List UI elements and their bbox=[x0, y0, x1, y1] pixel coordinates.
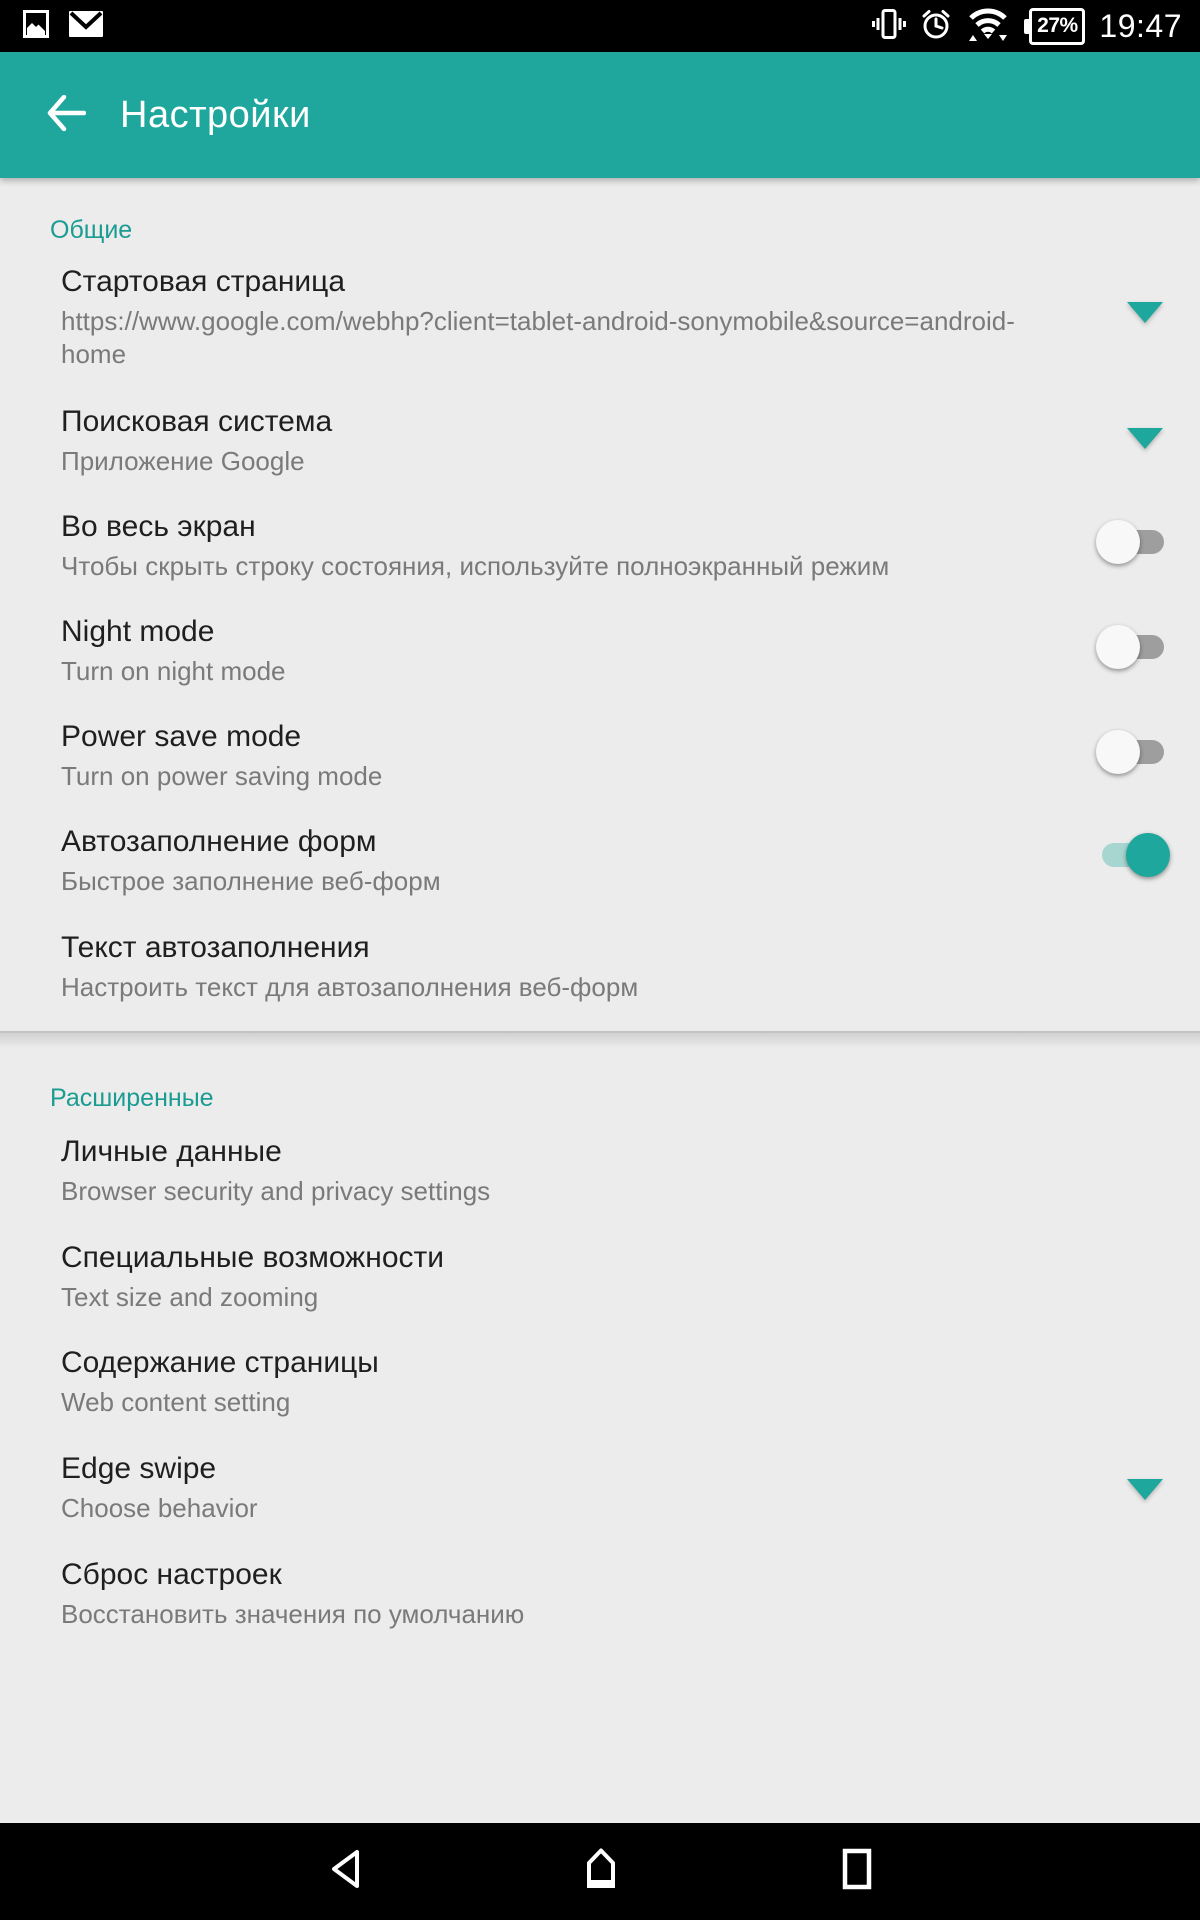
setting-title: Текст автозаполнения bbox=[61, 931, 370, 964]
setting-row-homepage[interactable] bbox=[0, 265, 1200, 371]
navigation-bar bbox=[0, 1823, 1200, 1920]
setting-row-edge-swipe[interactable] bbox=[0, 1452, 1200, 1525]
setting-subtitle: Turn on night mode bbox=[61, 656, 286, 686]
setting-subtitle bbox=[61, 305, 1106, 371]
setting-subtitle: Web content setting bbox=[61, 1387, 291, 1417]
setting-row-accessibility[interactable] bbox=[0, 1241, 1200, 1314]
dropdown-arrow-icon[interactable] bbox=[1127, 302, 1163, 323]
fullscreen-toggle[interactable] bbox=[1096, 520, 1166, 564]
battery-icon bbox=[1024, 8, 1085, 45]
setting-row-personal-data[interactable] bbox=[0, 1135, 1200, 1208]
setting-title: Личные данные bbox=[61, 1135, 282, 1168]
homepage-url-line1: https://www.google.com/webhp?client=tablet-android-sonymobile&source=android- bbox=[61, 306, 1015, 336]
setting-subtitle: Быстрое заполнение веб-форм bbox=[61, 866, 441, 896]
back-arrow-icon bbox=[46, 95, 86, 136]
setting-title: Во весь экран bbox=[61, 510, 256, 543]
home-icon bbox=[579, 1848, 623, 1895]
section-divider bbox=[0, 1031, 1200, 1048]
setting-title: Автозаполнение форм bbox=[61, 825, 377, 858]
setting-subtitle: Text size and zooming bbox=[61, 1282, 319, 1312]
setting-title: Edge swipe bbox=[61, 1452, 217, 1485]
back-button[interactable] bbox=[44, 93, 88, 137]
setting-subtitle: Чтобы скрыть строку состояния, используйте полноэкранный режим bbox=[61, 551, 890, 581]
setting-title: Специальные возможности bbox=[61, 1241, 444, 1274]
screenshot-icon bbox=[23, 10, 49, 43]
battery-percent: 27% bbox=[1037, 14, 1078, 37]
setting-title: Поисковая система bbox=[61, 405, 333, 438]
toggle-thumb bbox=[1096, 625, 1140, 669]
setting-row-reset[interactable] bbox=[0, 1558, 1200, 1631]
email-icon bbox=[69, 11, 103, 42]
setting-row-fullscreen[interactable] bbox=[0, 510, 1200, 583]
autofill-toggle[interactable] bbox=[1096, 833, 1166, 877]
setting-subtitle: Choose behavior bbox=[61, 1493, 258, 1523]
setting-row-power-save[interactable] bbox=[0, 720, 1200, 793]
back-icon bbox=[329, 1849, 361, 1894]
app-bar bbox=[0, 52, 1200, 178]
setting-title: Стартовая страница bbox=[61, 265, 346, 298]
section-header-advanced: Расширенные bbox=[50, 1084, 214, 1112]
dropdown-arrow-icon[interactable] bbox=[1127, 428, 1163, 449]
alarm-icon bbox=[920, 9, 952, 44]
dropdown-arrow-icon[interactable] bbox=[1127, 1479, 1163, 1500]
setting-subtitle: Turn on power saving mode bbox=[61, 761, 383, 791]
setting-subtitle: Настроить текст для автозаполнения веб-форм bbox=[61, 972, 639, 1002]
battery-body bbox=[1029, 8, 1085, 45]
setting-subtitle: Browser security and privacy settings bbox=[61, 1176, 491, 1206]
power-save-toggle[interactable] bbox=[1096, 730, 1166, 774]
toggle-thumb bbox=[1126, 833, 1170, 877]
status-bar-right bbox=[872, 6, 1200, 47]
setting-row-autofill[interactable] bbox=[0, 825, 1200, 898]
section-header-general: Общие bbox=[50, 216, 133, 244]
setting-subtitle: Приложение Google bbox=[61, 446, 305, 476]
setting-row-night-mode[interactable] bbox=[0, 615, 1200, 688]
status-bar bbox=[0, 0, 1200, 52]
wifi-icon bbox=[966, 6, 1010, 47]
nav-home-button[interactable] bbox=[541, 1823, 661, 1920]
setting-title: Сброс настроек bbox=[61, 1558, 282, 1591]
nav-back-button[interactable] bbox=[285, 1823, 405, 1920]
page-title: Настройки bbox=[120, 93, 311, 136]
setting-subtitle: Восстановить значения по умолчанию bbox=[61, 1599, 525, 1629]
setting-title: Power save mode bbox=[61, 720, 302, 753]
homepage-url-line2: home bbox=[61, 339, 127, 369]
toggle-thumb bbox=[1096, 520, 1140, 564]
nav-recents-button[interactable] bbox=[797, 1823, 917, 1920]
setting-title: Содержание страницы bbox=[61, 1346, 379, 1379]
vibrate-icon bbox=[872, 9, 906, 44]
setting-row-autofill-text[interactable] bbox=[0, 931, 1200, 1004]
recents-icon bbox=[842, 1848, 872, 1895]
setting-title: Night mode bbox=[61, 615, 215, 648]
setting-row-search-engine[interactable] bbox=[0, 405, 1200, 478]
toggle-thumb bbox=[1096, 730, 1140, 774]
status-clock: 19:47 bbox=[1099, 7, 1182, 44]
setting-row-page-content[interactable] bbox=[0, 1346, 1200, 1419]
status-bar-left bbox=[0, 10, 103, 43]
night-mode-toggle[interactable] bbox=[1096, 625, 1166, 669]
